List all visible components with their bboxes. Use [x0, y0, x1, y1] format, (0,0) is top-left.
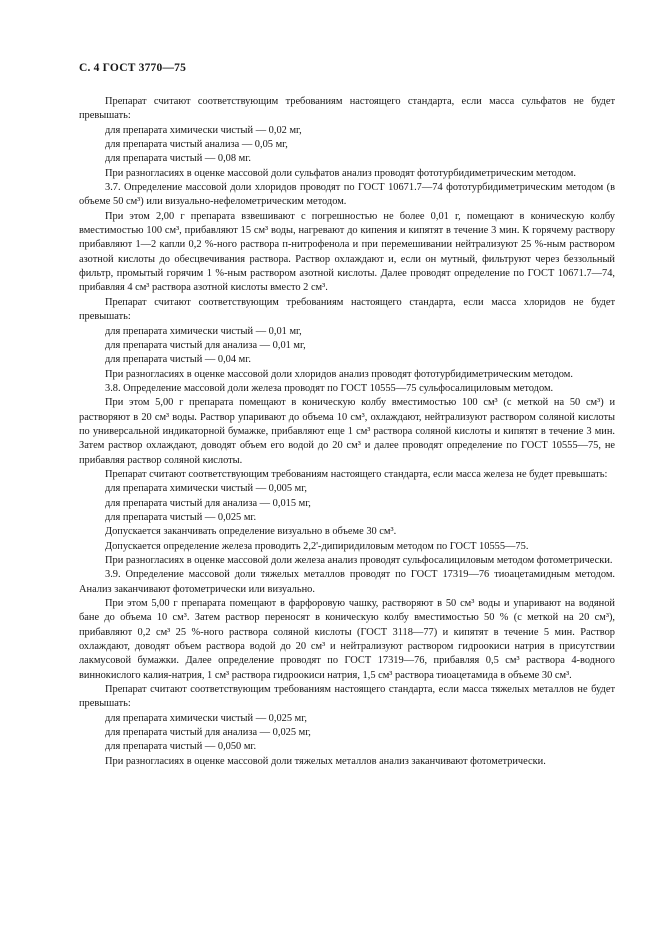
- paragraph: Препарат считают соответствующим требованиям настоящего стандарта, если масса тяжелых металлов не будет превышать:: [79, 684, 615, 710]
- list-item: для препарата чистый — 0,050 мг.: [105, 741, 257, 753]
- paragraph: При этом 2,00 г препарата взвешивают с погрешностью не более 0,01 г, помещают в коническую колбу вместимостью 100 см³, прибавляют 15 см³ воды, нагревают до кипения и кипятят в течение 3 мин. К горячему раствору прибавляют 1—2 капли 0,2 %-ного раствора п-нитрофенола и при перемешивании нейтрализуют 25 %-ным раствором азотной кислоты до обесцвечивания раствора. Раствор охлаждают и, если он мутный, фильтруют через беззольный фильтр, промытый горячим 1 %-ным раствором азотной кислоты. Далее проводят определение по ГОСТ 10671.7—74, прибавляя 4 см³ раствора азотной кислоты вместо 2 см³.: [79, 210, 615, 294]
- document-body: [79, 95, 615, 769]
- list-item: для препарата чистый для анализа — 0,025 мг,: [105, 727, 311, 739]
- list-item: для препарата чистый для анализа — 0,01 мг,: [105, 339, 306, 351]
- paragraph: Препарат считают соответствующим требованиям настоящего стандарта, если масса хлоридов не будет превышать:: [79, 296, 615, 323]
- list-item: для препарата чистый анализа — 0,05 мг,: [105, 139, 288, 151]
- list-item: для препарата чистый — 0,04 мг.: [105, 354, 251, 366]
- list-item: для препарата химически чистый — 0,005 мг,: [105, 483, 307, 495]
- paragraph: Допускается заканчивать определение визуально в объеме 30 см³.: [105, 526, 397, 538]
- list-item: для препарата химически чистый — 0,025 мг,: [105, 712, 307, 724]
- paragraph: 3.7. Определение массовой доли хлоридов проводят по ГОСТ 10671.7—74 фототурбидиметрическим методом (в объеме 50 см³) или визуально-нефелометрическим методом.: [79, 182, 615, 208]
- paragraph: Препарат считают соответствующим требованиям настоящего стандарта, если масса железа не будет превышать:: [105, 468, 608, 480]
- paragraph: 3.9. Определение массовой доли тяжелых металлов проводят по ГОСТ 17319—76 тиоацетамидным методом. Анализ заканчивают фотометрически или визуально.: [79, 569, 615, 595]
- paragraph: При этом 5,00 г препарата помещают в фарфоровую чашку, растворяют в 50 см³ воды и упаривают на водяной бане до объема 10 см³. Затем раствор переносят в коническую колбу вместимостью 50 % (с меткой на 20 см³), прибавляют 0,2 см³ 25 %-ного раствора соляной кислоты (ГОСТ 3118—77) и кипятят в течение 5 мин. Раствор охлаждают, доводят объем раствора водой до 20 см³ и нейтрализуют раствором гидроокиси натрия в присутствии лакмусовой бумажки. Далее определение проводят по ГОСТ 17319—76, прибавляя 0,5 см³ раствора 4-водного виннокислого калия-натрия, 1 см³ раствора гидроокиси натрия, 1,5 см³ раствора тиоацетамида в объеме 30 см³.: [79, 598, 615, 681]
- paragraph: При разногласиях в оценке массовой доли хлоридов анализ проводят фототурбидиметрическим методом.: [105, 368, 573, 380]
- page-header: С. 4 ГОСТ 3770—75: [79, 62, 187, 74]
- paragraph: Препарат считают соответствующим требованиям настоящего стандарта, если масса сульфатов не будет превышать:: [79, 96, 615, 122]
- paragraph: При разногласиях в оценке массовой доли железа анализ проводят сульфосалициловым методом фотометрически.: [105, 555, 613, 566]
- paragraph: При этом 5,00 г препарата помещают в коническую колбу вместимостью 100 см³ (с меткой на 50 см³) и растворяют в 20 см³ воды. Раствор упаривают до объема 10 см³, охлаждают, нейтрализуют раствором соляной кислоты по универсальной индикаторной бумажке, прибавляют еще 1 см³ раствора соляной кислоты и кипятят в течение 3 мин. Затем раствор охлаждают, доводят объем его водой до 20 см³ и далее проводят определение по ГОСТ 10555—75, не прибавляя раствор соляной кислоты.: [79, 397, 615, 466]
- paragraph: 3.8. Определение массовой доли железа проводят по ГОСТ 10555—75 сульфосалициловым методом.: [105, 382, 554, 394]
- paragraph: Допускается определение железа проводить 2,2'-дипиридиловым методом по ГОСТ 10555—75.: [105, 540, 529, 552]
- paragraph: При разногласиях в оценке массовой доли тяжелых металлов анализ заканчивают фотометрически.: [105, 755, 546, 767]
- list-item: для препарата чистый — 0,025 мг.: [105, 511, 257, 523]
- list-item: для препарата чистый для анализа — 0,015 мг,: [105, 497, 311, 509]
- list-item: для препарата химически чистый — 0,01 мг,: [105, 325, 302, 337]
- list-item: для препарата чистый — 0,08 мг.: [105, 153, 251, 165]
- list-item: для препарата химически чистый — 0,02 мг,: [105, 124, 302, 136]
- paragraph: При разногласиях в оценке массовой доли сульфатов анализ проводят фототурбидиметрическим методом.: [105, 167, 576, 179]
